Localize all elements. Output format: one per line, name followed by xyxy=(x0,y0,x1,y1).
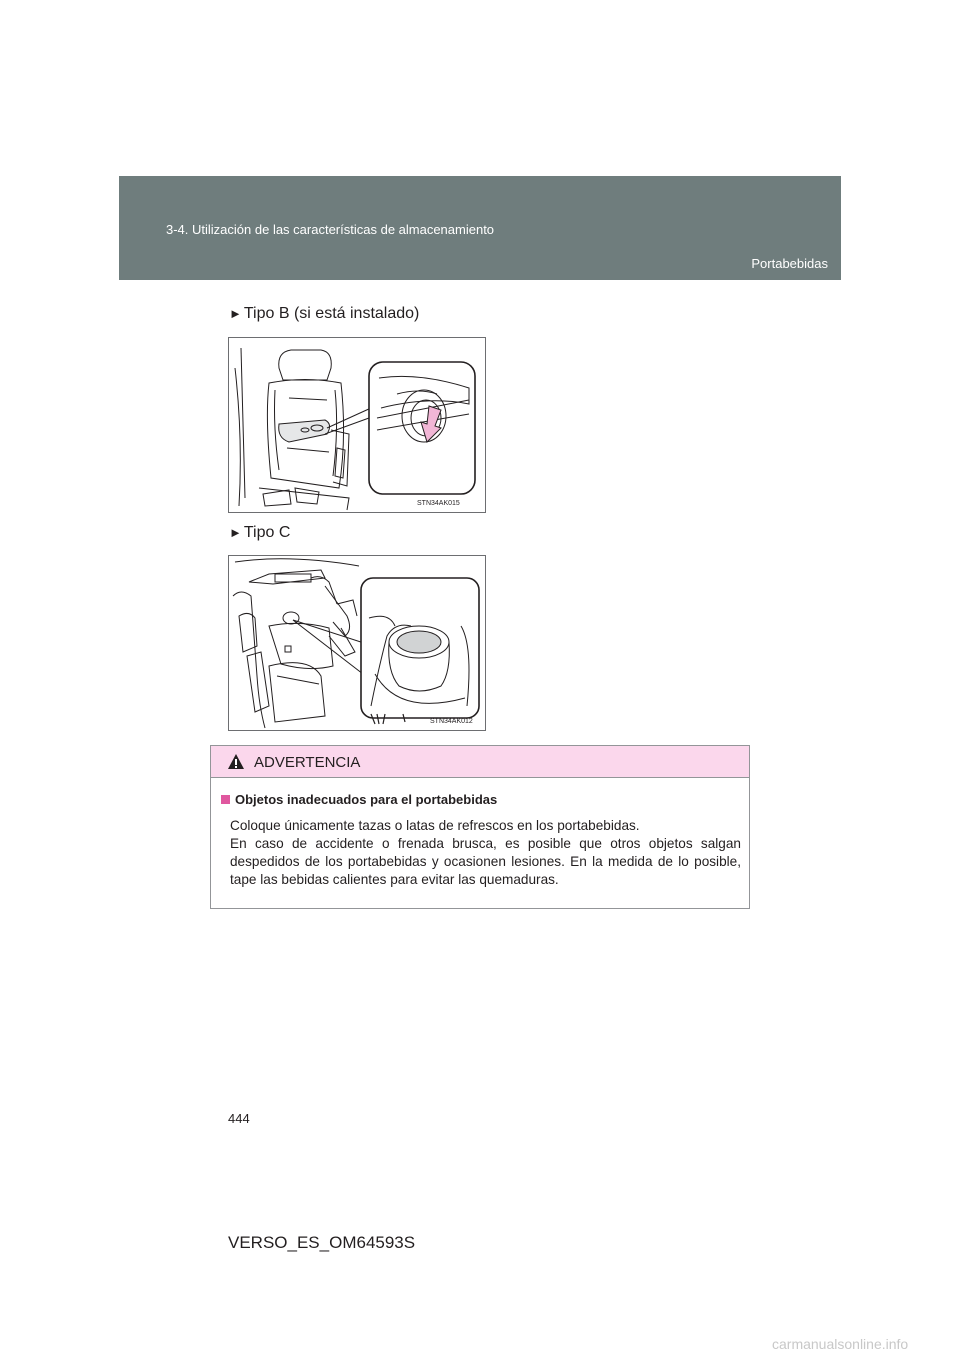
warning-item-title-text: Objetos inadecuados para el portabebidas xyxy=(235,792,498,807)
variant-label-text: Tipo C xyxy=(243,524,291,541)
warning-paragraph: En caso de accidente o frenada brusca, es posible que otros objetos salgan despedidos de los portabebidas y ocasionen lesiones. En la medida de lo posible, tape las bebidas calientes para evitar las quemaduras. xyxy=(230,836,741,887)
watermark: carmanualsonline.info xyxy=(772,1336,909,1352)
right-triangle-icon: ► xyxy=(229,525,242,540)
variant-label-type-b xyxy=(229,305,419,323)
square-bullet-icon xyxy=(221,795,230,804)
console-cupholder-illustration xyxy=(229,556,485,730)
warning-paragraph: Coloque únicamente tazas o latas de refrescos en los portabebidas. xyxy=(230,818,640,833)
warning-item-text xyxy=(230,817,741,889)
warning-box xyxy=(210,745,750,909)
document-code: VERSO_ES_OM64593S xyxy=(228,1233,416,1252)
section-title: 3-4. Utilización de las características de almacenamiento xyxy=(166,222,495,237)
figure-type-c xyxy=(228,555,486,731)
page-topic: Portabebidas xyxy=(751,256,828,271)
variant-label-text: Tipo B (si está instalado) xyxy=(243,305,420,322)
variant-label-type-c xyxy=(229,524,290,542)
figure-type-b xyxy=(228,337,486,513)
figure-code: STN34AK012 xyxy=(430,718,473,725)
warning-body xyxy=(211,778,749,889)
seat-cupholder-illustration xyxy=(229,338,485,512)
warning-triangle-icon xyxy=(227,753,245,770)
figure-code: STN34AK015 xyxy=(417,500,460,507)
warning-header xyxy=(211,746,749,778)
page-number: 444 xyxy=(228,1111,250,1126)
right-triangle-icon: ► xyxy=(229,306,242,321)
page-header xyxy=(119,176,841,280)
warning-item-title xyxy=(221,792,741,807)
warning-title: ADVERTENCIA xyxy=(254,754,361,771)
